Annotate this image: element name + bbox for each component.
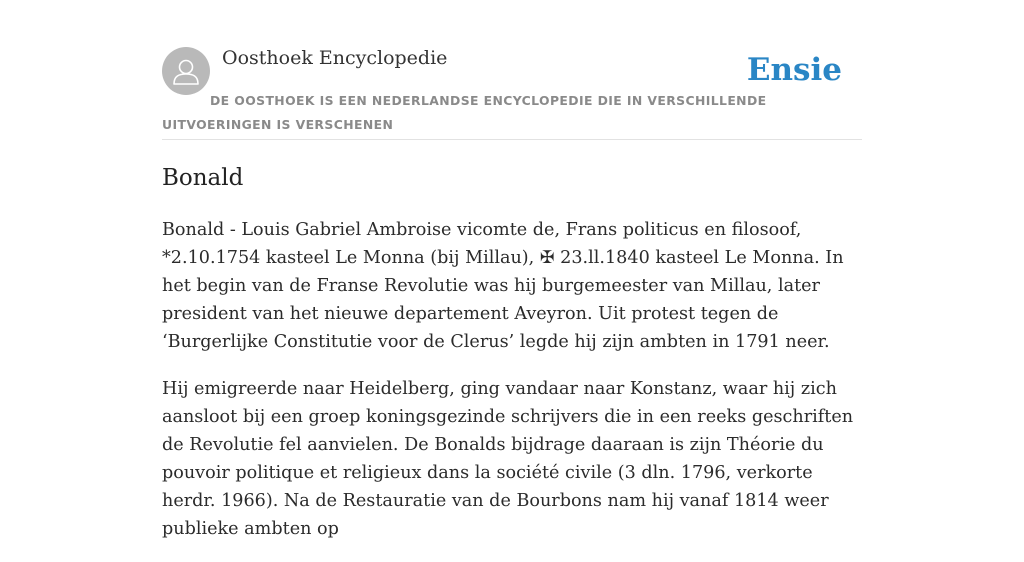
source-header [162,0,862,140]
ensie-logo[interactable]: Ensie [746,52,842,88]
content-container [162,0,862,539]
user-silhouette-icon [162,47,210,95]
article-title: Bonald [162,165,244,191]
source-name[interactable]: Oosthoek Encyclopedie [222,47,448,69]
source-tagline: DE OOSTHOEK IS EEN NEDERLANDSE ENCYCLOPEDIE DIE IN VERSCHILLENDE UITVOERINGEN IS VERSCHENEN [162,93,767,132]
article-paragraph: Bonald - Louis Gabriel Ambroise vicomte de, Frans politicus en filosoof, *2.10.1754 kasteel Le Monna (bij Millau), ✠ 23.ll.1840 kasteel Le Monna. In het begin van de Franse Revolutie was hij burgemeester van Millau, later president van het nieuwe departement Aveyron. Uit protest tegen de ‘Burgerlijke Constitutie voor de Clerus’ legde hij zijn ambten in 1791 neer. [162,220,844,352]
avatar[interactable] [162,47,210,95]
article-body [162,216,862,562]
article-paragraph: Hij emigreerde naar Heidelberg, ging vandaar naar Konstanz, waar hij zich aansloot bij een groep koningsgezinde schrijvers die in een reeks geschriften de Revolutie fel aanvielen. De Bonalds bijdrage daaraan is zijn Théorie du pouvoir politique et religieux dans la société civile (3 dln. 1796, verkorte herdr. 1966). Na de Restauratie van de Bourbons nam hij vanaf 1814 weer publieke ambten op [162,379,854,539]
